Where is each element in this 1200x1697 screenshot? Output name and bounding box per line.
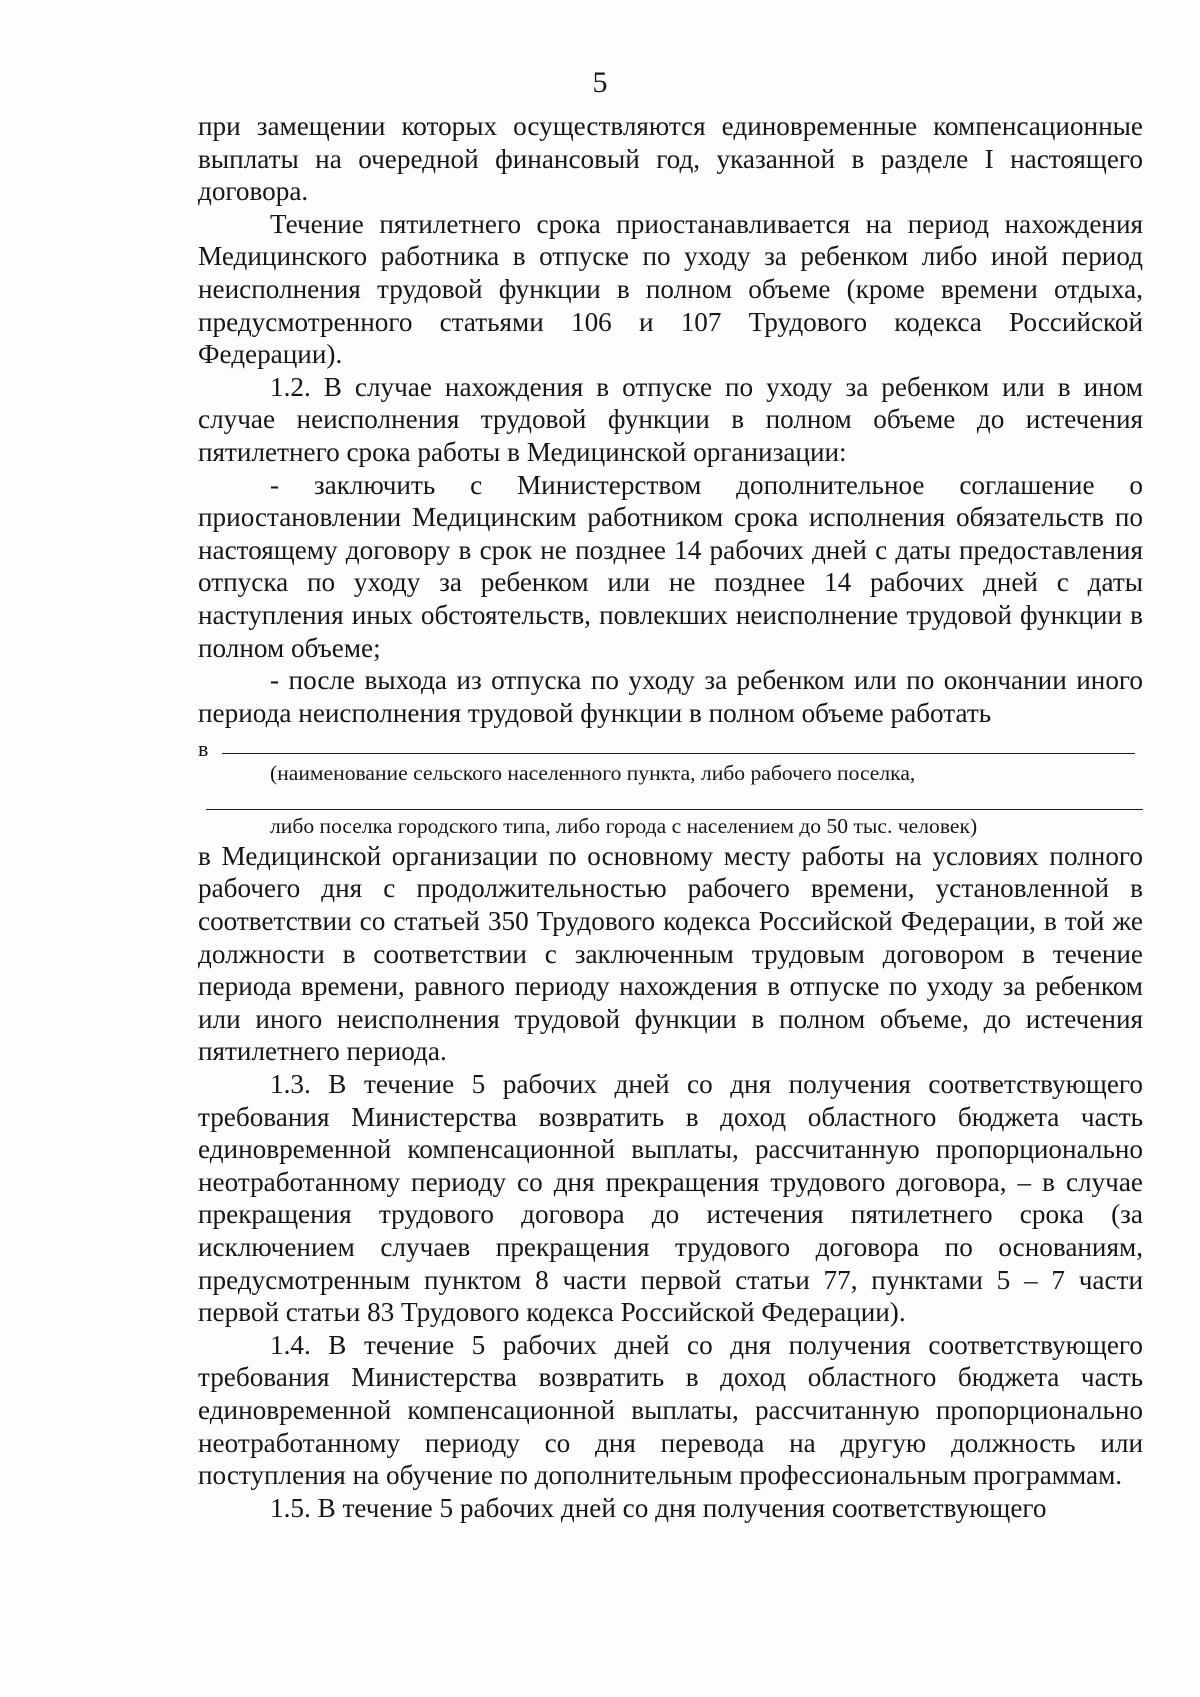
field-caption-line-1: (наименование сельского населенного пункта, либо рабочего поселка, — [270, 760, 916, 785]
paragraph-continuation: при замещении которых осуществляются единовременные компенсационные выплаты на очередной финансовый год, указанной в разделе I настоящего договора. — [198, 111, 1143, 207]
paragraph-dash-return-work: - после выхода из отпуска по уходу за ребенком или по окончании иного периода неисполнения трудовой функции в полном объеме работать — [198, 665, 1143, 728]
settlement-name-field — [198, 729, 1143, 762]
paragraph-dash-agreement: - заключить с Министерством дополнительное соглашение о приостановлении Медицинским работником срока исполнения обязательств по настоящему договору в срок не позднее 14 рабочих дней с даты предоставления отпуска по уходу за ребенком или не позднее 14 рабочих дней с даты наступления иных обстоятельств, повлекших неисполнение трудовой функции в полном объеме; — [198, 469, 1143, 663]
paragraph-five-year-term-suspension: Течение пятилетнего срока приостанавливается на период нахождения Медицинского работника в отпуске по уходу за ребенком либо иной период неисполнения трудовой функции в полном объеме (кроме времени отдыха, предусмотренного статьями 106 и 107 Трудового кодекса Российской Федерации). — [198, 208, 1143, 370]
field-caption-line-2: либо поселка городского типа, либо города с населением до 50 тыс. человек) — [270, 813, 978, 838]
field-prefix: в — [198, 735, 209, 761]
paragraph-1-5: 1.5. В течение 5 рабочих дней со дня получения соответствующего — [270, 1492, 1047, 1523]
document-body — [198, 110, 1143, 1524]
fill-in-line-2 — [206, 809, 1143, 810]
paragraph-1-4: 1.4. В течение 5 рабочих дней со дня получения соответствующего требования Министерства возвратить в доход областного бюджета часть единовременной компенсационной выплаты, рассчитанную пропорционально неотработанному периоду со дня перевода на другую должность или поступления на обучение по дополнительным профессиональным программам. — [198, 1329, 1143, 1491]
fill-in-line — [222, 743, 1135, 754]
paragraph-1-2: 1.2. В случае нахождения в отпуске по уходу за ребенком или в ином случае неисполнения трудовой функции в полном объеме до истечения пятилетнего срока работы в Медицинской организации: — [198, 371, 1143, 467]
paragraph-1-3: 1.3. В течение 5 рабочих дней со дня получения соответствующего требования Министерства возвратить в доход областного бюджета часть единовременной компенсационной выплаты, рассчитанную пропорционально неотработанному периоду со дня прекращения трудового договора, – в случае прекращения трудового договора до истечения пятилетнего срока (за исключением случаев прекращения трудового договора по основаниям, предусмотренным пунктом 8 части первой статьи 77, пунктами 5 – 7 части первой статьи 83 Трудового кодекса Российской Федерации). — [198, 1069, 1143, 1328]
page-number: 5 — [592, 66, 608, 99]
paragraph-work-conditions: в Медицинской организации по основному месту работы на условиях полного рабочего дня с продолжительностью рабочего времени, установленной в соответствии со статьей 350 Трудового кодекса Российской Федерации, в той же должности в соответствии с заключенным трудовым договором в течение периода времени, равного периоду нахождения в отпуске по уходу за ребенком или иного неисполнения трудовой функции в полном объеме, до истечения пятилетнего периода. — [198, 840, 1143, 1067]
